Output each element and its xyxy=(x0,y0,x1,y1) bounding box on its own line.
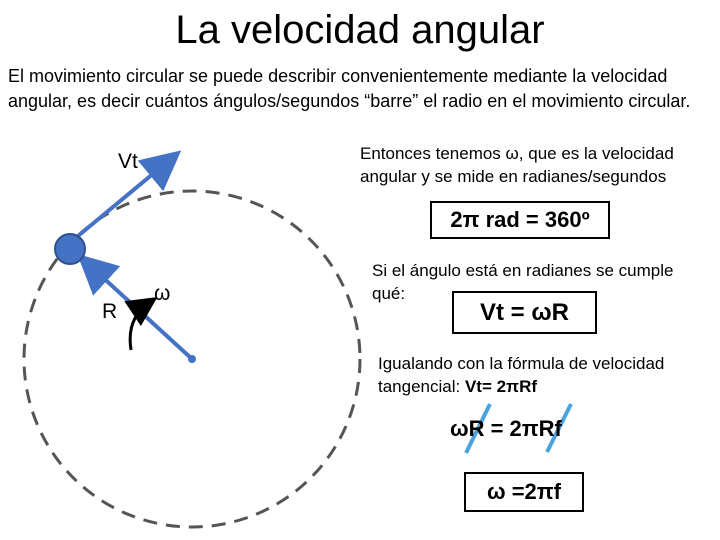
particle xyxy=(55,234,85,264)
vt-label: Vt xyxy=(118,150,138,173)
equating-text-prefix: Igualando con la fórmula de velocidad tangencial: xyxy=(378,354,665,396)
radian-equivalence-text: 2π rad = 360º xyxy=(450,207,590,232)
angular-velocity-definition: Entonces tenemos ω, que es la velocidad angular y se mide en radianes/segundos xyxy=(360,144,674,186)
page-title: La velocidad angular xyxy=(175,8,545,52)
result-formula-text: ω =2πf xyxy=(487,479,561,504)
cancel-equation: ωR = 2πRf xyxy=(450,416,562,441)
omega-arc-arrow xyxy=(130,302,150,350)
omega-label: ω xyxy=(154,282,171,305)
tangential-formula-text: Vt = ωR xyxy=(480,298,569,326)
radius-label: R xyxy=(102,300,118,323)
radian-condition-text: Si el ángulo está en radianes se cumple qué: xyxy=(372,261,674,303)
equating-text-formula: Vt= 2πRf xyxy=(464,377,538,396)
equating-text xyxy=(378,352,713,398)
result-formula-box xyxy=(464,472,584,512)
intro-paragraph: El movimiento circular se puede describir convenientemente mediante la velocidad angular, es decir cuántos ángulos/segundos “barre” el radio en el movimiento circular. xyxy=(8,66,691,111)
radian-equivalence-box xyxy=(430,201,610,239)
tangential-formula-box xyxy=(452,291,597,334)
